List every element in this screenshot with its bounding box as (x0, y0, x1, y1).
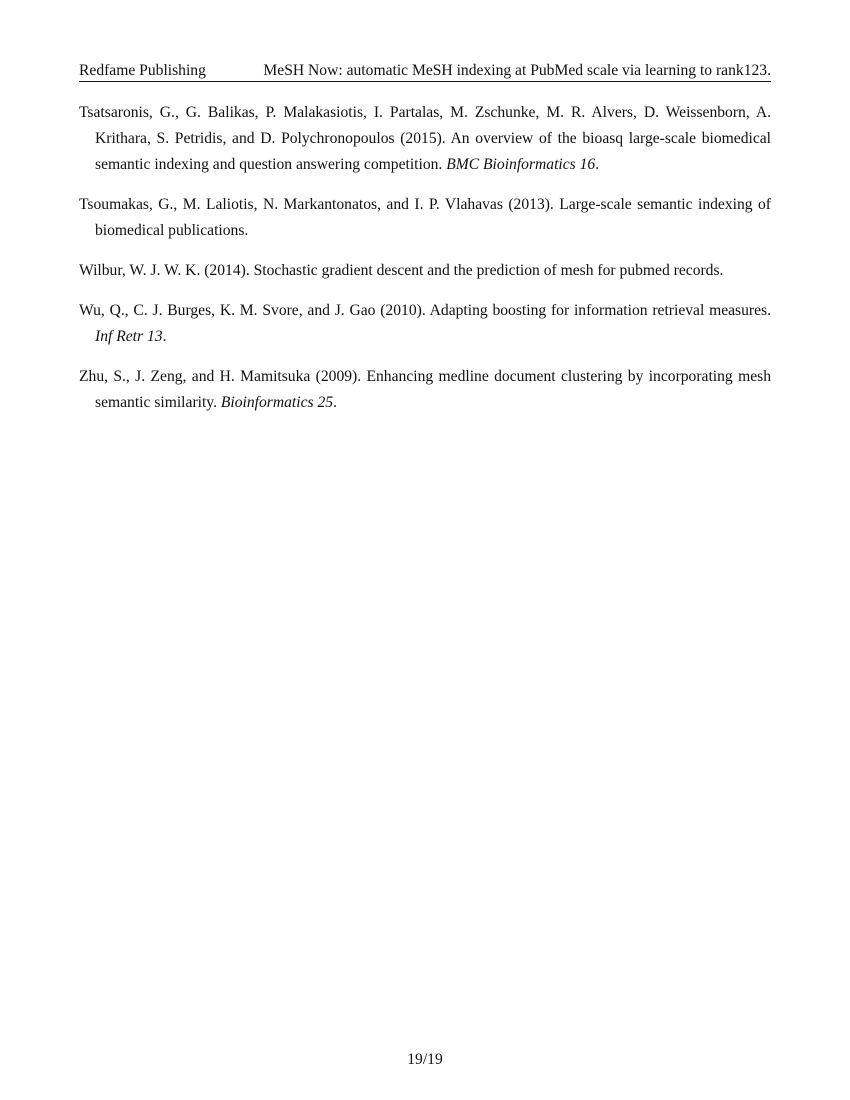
reference-tail: . (333, 394, 337, 411)
running-title: MeSH Now: automatic MeSH indexing at PubMed scale via learning to rank123. (263, 62, 771, 79)
reference-journal: BMC Bioinformatics 16 (446, 156, 596, 173)
reference-list (79, 100, 771, 430)
reference-item (79, 258, 771, 284)
reference-text: Wilbur, W. J. W. K. (2014). Stochastic gradient descent and the prediction of mesh for pubmed records. (79, 262, 724, 279)
page-number: 19/19 (407, 1051, 443, 1068)
reference-journal: Bioinformatics 25 (220, 394, 334, 411)
reference-item (79, 100, 771, 178)
reference-text: Tsatsaronis, G., G. Balikas, P. Malakasiotis, I. Partalas, M. Zschunke, M. R. Alvers, D. Weissenborn, A. Krithara, S. Petridis, and D. Polychronopoulos (2015). An overview of the bioasq large-scale biomedical semantic indexing and question answering competition. (79, 104, 771, 173)
reference-tail: . (162, 328, 167, 345)
reference-text: Zhu, S., J. Zeng, and H. Mamitsuka (2009). Enhancing medline document clustering by incorporating mesh semantic similarity. (79, 368, 771, 411)
reference-journal: Inf Retr 13 (95, 328, 163, 345)
running-header (79, 61, 771, 82)
reference-text: Tsoumakas, G., M. Laliotis, N. Markantonatos, and I. P. Vlahavas (2013). Large-scale semantic indexing of biomedical publications. (79, 196, 771, 239)
reference-text: Wu, Q., C. J. Burges, K. M. Svore, and J. Gao (2010). Adapting boosting for information retrieval measures. (79, 302, 771, 319)
reference-item (79, 298, 771, 350)
reference-item (79, 364, 771, 416)
reference-tail: . (595, 156, 600, 173)
reference-item (79, 192, 771, 244)
publisher-name: Redfame Publishing (79, 62, 206, 79)
